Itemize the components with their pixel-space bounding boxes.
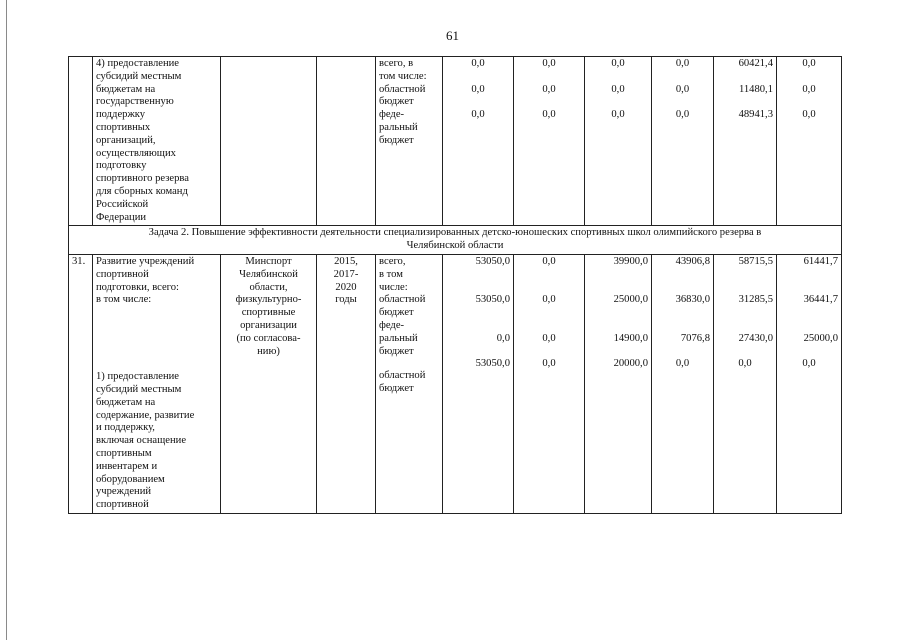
value-cell bbox=[443, 57, 514, 226]
activity-line: Российской bbox=[96, 198, 149, 210]
executor-line: (по согласова- bbox=[236, 332, 301, 344]
term-line: 2020 bbox=[335, 281, 357, 293]
activity-line: субсидий местным bbox=[96, 70, 182, 82]
table-row-item4 bbox=[69, 57, 842, 226]
value-regional: 0,0 bbox=[471, 83, 485, 95]
value-cell bbox=[777, 254, 842, 513]
source-line: всего, bbox=[379, 255, 406, 267]
source-line: бюджет bbox=[379, 307, 414, 319]
activity-line: организаций, bbox=[96, 134, 156, 146]
value-federal: 0,0 bbox=[496, 332, 510, 344]
executor-line: Минспорт bbox=[245, 255, 292, 267]
value-cell bbox=[652, 254, 714, 513]
value-regional: 36830,0 bbox=[675, 294, 710, 306]
value-total: 0,0 bbox=[802, 58, 816, 69]
activity-line: поддержку bbox=[96, 109, 146, 121]
value-regional: 36441,7 bbox=[803, 294, 838, 306]
executor-cell bbox=[221, 254, 317, 513]
value-cell bbox=[585, 57, 652, 226]
value-total: 0,0 bbox=[675, 58, 690, 69]
value-federal: 48941,3 bbox=[738, 109, 773, 121]
activity-line: спортивной bbox=[96, 268, 149, 280]
value-federal: 14900,0 bbox=[613, 332, 648, 344]
value-regional: 0,0 bbox=[675, 83, 690, 95]
sub-activity-line: субсидий местным bbox=[96, 383, 182, 395]
source-line: бюджет bbox=[379, 345, 414, 357]
activity-line: подготовку bbox=[96, 160, 147, 172]
sub-activity-line: спортивной bbox=[96, 499, 149, 511]
source-line: областной bbox=[379, 83, 426, 95]
executor-line: Челябинской bbox=[239, 268, 298, 280]
task-heading-row bbox=[69, 226, 842, 255]
term-cell bbox=[317, 254, 376, 513]
value-total: 0,0 bbox=[542, 255, 556, 267]
value-federal: 7076,8 bbox=[680, 332, 710, 344]
source-cell bbox=[376, 57, 443, 226]
value-total: 39900,0 bbox=[613, 255, 648, 267]
value-total: 0,0 bbox=[611, 58, 625, 69]
term-line: 2017- bbox=[333, 268, 359, 280]
activity-line: подготовки, всего: bbox=[96, 281, 179, 293]
sub-source-line: областной bbox=[379, 370, 426, 382]
activity-line: в том числе: bbox=[96, 294, 152, 306]
source-line: в том bbox=[379, 268, 403, 280]
activity-line: 4) предоставление bbox=[96, 58, 180, 69]
sub-activity-line: оборудованием bbox=[96, 473, 165, 485]
value-federal: 0,0 bbox=[542, 332, 556, 344]
value-federal: 0,0 bbox=[611, 109, 625, 121]
value-federal: 25000,0 bbox=[803, 332, 838, 344]
sub-activity-line: бюджетам на bbox=[96, 396, 156, 408]
term-line: 2015, bbox=[334, 255, 358, 267]
source-line: числе: bbox=[379, 281, 408, 293]
value-federal: 0,0 bbox=[542, 109, 556, 121]
sub-value: 53050,0 bbox=[475, 358, 510, 370]
value-total: 60421,4 bbox=[738, 58, 773, 69]
source-line: бюджет bbox=[379, 134, 414, 146]
activity-line: бюджетам на bbox=[96, 83, 156, 95]
row-number bbox=[69, 57, 93, 226]
scan-edge bbox=[6, 0, 7, 640]
value-cell bbox=[777, 57, 842, 226]
value-regional: 0,0 bbox=[611, 83, 625, 95]
activity-line: Федерации bbox=[96, 211, 147, 223]
sub-activity-line: инвентарем и bbox=[96, 460, 158, 472]
source-cell bbox=[376, 254, 443, 513]
value-total: 58715,5 bbox=[738, 255, 773, 267]
row-number: 31. bbox=[69, 254, 93, 513]
executor-line: физкультурно- bbox=[235, 294, 302, 306]
sub-activity-line: 1) предоставление bbox=[96, 371, 180, 383]
activity-cell bbox=[93, 254, 221, 513]
value-cell bbox=[443, 254, 514, 513]
sub-activity-line: и поддержку, bbox=[96, 422, 155, 434]
activity-line: спортивных bbox=[96, 121, 151, 133]
page-number: 61 bbox=[446, 28, 459, 43]
sub-value: 0,0 bbox=[802, 358, 816, 370]
value-total: 43906,8 bbox=[675, 255, 710, 267]
value-cell bbox=[714, 57, 777, 226]
budget-table bbox=[68, 56, 842, 514]
value-regional: 25000,0 bbox=[613, 294, 648, 306]
activity-line: государственную bbox=[96, 96, 174, 108]
sub-value: 0,0 bbox=[542, 358, 556, 370]
value-regional: 0,0 bbox=[802, 83, 816, 95]
sub-activity-line: содержание, развитие bbox=[96, 409, 195, 421]
value-regional: 31285,5 bbox=[738, 294, 773, 306]
value-federal: 27430,0 bbox=[738, 332, 773, 344]
value-cell bbox=[514, 254, 585, 513]
sub-source-line: бюджет bbox=[379, 383, 414, 395]
sub-value: 0,0 bbox=[675, 358, 690, 370]
value-cell bbox=[714, 254, 777, 513]
source-line: феде- bbox=[379, 319, 405, 331]
sub-value: 0,0 bbox=[738, 358, 752, 370]
value-regional: 0,0 bbox=[542, 83, 556, 95]
value-federal: 0,0 bbox=[802, 109, 816, 121]
task-heading-line: Задача 2. Повышение эффективности деятельности специализированных детско-юношеских спортивных школ олимпийского резерва в bbox=[148, 227, 762, 239]
sub-value: 20000,0 bbox=[613, 358, 648, 370]
term-cell bbox=[317, 57, 376, 226]
value-federal: 0,0 bbox=[675, 109, 690, 121]
activity-cell bbox=[93, 57, 221, 226]
value-regional: 53050,0 bbox=[475, 294, 510, 306]
sub-activity-line: включая оснащение bbox=[96, 435, 187, 447]
value-cell bbox=[514, 57, 585, 226]
source-line: областной bbox=[379, 294, 426, 306]
source-line: бюджет bbox=[379, 96, 414, 108]
source-line: том числе: bbox=[379, 70, 427, 82]
activity-line: для сборных команд bbox=[96, 185, 188, 197]
executor-line: области, bbox=[249, 281, 288, 293]
source-line: ральный bbox=[379, 332, 418, 344]
value-total: 53050,0 bbox=[475, 255, 510, 267]
value-cell bbox=[652, 57, 714, 226]
activity-line: осуществляющих bbox=[96, 147, 176, 159]
executor-line: спортивные bbox=[241, 307, 296, 319]
value-regional: 0,0 bbox=[542, 294, 556, 306]
value-federal: 0,0 bbox=[471, 109, 485, 121]
activity-line: спортивного резерва bbox=[96, 173, 189, 185]
value-total: 0,0 bbox=[542, 58, 556, 69]
source-line: всего, в bbox=[379, 58, 414, 69]
value-regional: 11480,1 bbox=[738, 83, 773, 95]
executor-cell bbox=[221, 57, 317, 226]
executor-line: организации bbox=[240, 319, 297, 331]
term-line: годы bbox=[335, 294, 357, 306]
activity-line: Развитие учреждений bbox=[96, 255, 195, 267]
value-cell bbox=[585, 254, 652, 513]
sub-activity-line: учреждений bbox=[96, 486, 152, 498]
value-total: 61441,7 bbox=[803, 255, 838, 267]
table-row-item31 bbox=[69, 254, 842, 513]
value-total: 0,0 bbox=[471, 58, 485, 69]
source-line: ральный bbox=[379, 121, 418, 133]
task-heading bbox=[69, 226, 842, 255]
source-line: феде- bbox=[379, 109, 405, 121]
sub-activity-line: спортивным bbox=[96, 447, 152, 459]
task-heading-line: Челябинской области bbox=[406, 240, 504, 252]
executor-line: нию) bbox=[257, 345, 280, 357]
